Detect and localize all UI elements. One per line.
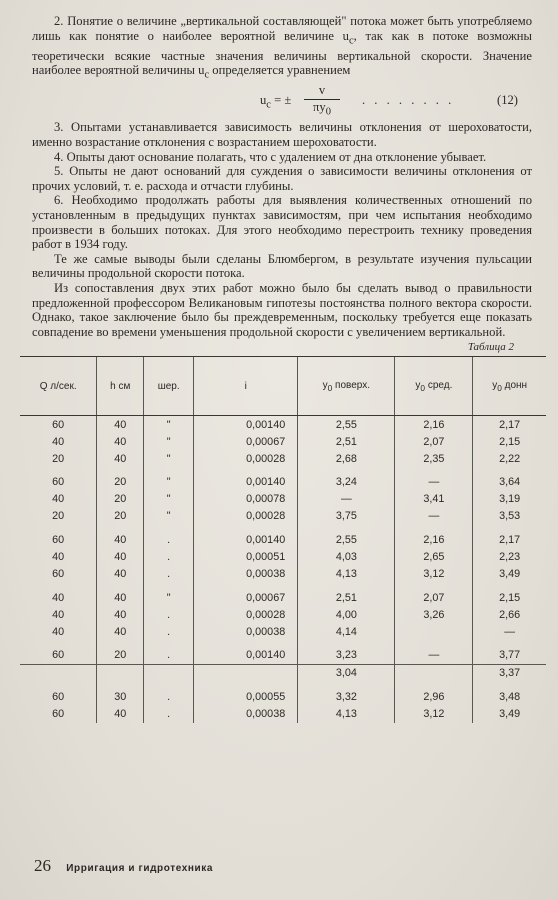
cell-col-q: 60 (52, 418, 65, 431)
cell-col-slope: 0,00067 (194, 433, 298, 450)
cell-col-y0-bottom: 3,49 (473, 565, 546, 582)
cell-col-slope (194, 664, 298, 681)
table-body (20, 416, 546, 723)
table-row (20, 491, 546, 508)
cell-col-y0-surface: 4,03 (298, 549, 395, 566)
cell-col-h: 40 (97, 582, 144, 606)
cell-col-y0-mid: 2,65 (395, 549, 473, 566)
cell-col-y0-mid: 3,41 (395, 491, 473, 508)
cell-col-roughness: . (144, 565, 194, 582)
cell-col-y0-bottom: 2,17 (473, 416, 546, 433)
cell-col-roughness: " (144, 416, 194, 433)
cell-col-q: 40 (52, 591, 65, 604)
cell-col-y0-bottom: 2,15 (473, 582, 546, 606)
cell-col-roughness: " (144, 491, 194, 508)
cell-col-roughness: " (144, 433, 194, 450)
cell-col-y0-surface: 4,00 (298, 606, 395, 623)
cell-col-roughness: " (144, 450, 194, 467)
cell-col-y0-bottom: 2,66 (473, 606, 546, 623)
cell-col-q: 60 (52, 691, 65, 704)
table-row (20, 508, 546, 525)
cell-col-slope: 0,00038 (194, 565, 298, 582)
cell-col-y0-mid: 2,96 (395, 682, 473, 706)
table-row (20, 664, 546, 681)
cell-col-y0-surface: — (298, 491, 395, 508)
cell-col-roughness: " (144, 467, 194, 491)
header-col-y0-mid: $y_0$ сред. (395, 357, 473, 416)
cell-col-h (97, 664, 144, 681)
cell-col-y0-mid: 3,12 (395, 565, 473, 582)
cell-col-y0-mid (395, 664, 473, 681)
cell-col-q: 20 (52, 452, 65, 465)
header-col-y0-bottom: $y_0$ донн (473, 357, 546, 416)
cell-col-q: 40 (52, 625, 65, 638)
cell-col-y0-mid: 2,07 (395, 433, 473, 450)
cell-col-y0-bottom: — (473, 623, 546, 640)
body-text-bottom (32, 120, 532, 339)
paragraph: 5. Опыты не дают оснований для суждения о зависимости величины отклонения от прочих условий, т. е. расхода и отчасти глубины. (32, 164, 532, 193)
cell-col-h: 20 (97, 508, 144, 525)
cell-col-y0-surface: 4,14 (298, 623, 395, 640)
cell-col-h: 20 (97, 491, 144, 508)
cell-col-y0-mid: 3,12 (395, 706, 473, 723)
cell-col-h: 20 (97, 640, 144, 664)
cell-col-y0-bottom: 3,37 (473, 664, 546, 681)
page-footer (34, 856, 213, 876)
cell-col-slope: 0,00140 (194, 416, 298, 433)
cell-col-h: 40 (97, 450, 144, 467)
cell-col-y0-bottom: 3,48 (473, 682, 546, 706)
cell-col-roughness: . (144, 525, 194, 549)
cell-col-y0-bottom: 2,23 (473, 549, 546, 566)
cell-col-y0-surface: 2,51 (298, 433, 395, 450)
table-row (20, 640, 546, 664)
cell-col-roughness (144, 664, 194, 681)
cell-col-y0-mid: — (395, 640, 473, 664)
cell-col-y0-bottom: 3,19 (473, 491, 546, 508)
cell-col-slope: 0,00140 (194, 640, 298, 664)
body-text-top (32, 14, 532, 83)
paragraph-2: 2. Понятие о величине „вертикальной составляющей" потока может быть употребляемо лишь как понятие о наиболее вероятной величине $u_c$, так как в потоке возможны теоретически всякие частные значения величины вертикальной скорости. Значение наиболее вероятной величины $u_c$ определяется уравнением (32, 14, 532, 81)
paragraph: 6. Необходимо продолжать работы для выявления количественных отношений по установленным в предыдущих пунктах зависимостям, при чем испытания необходимо произвести в больших потоках. Для этого необходимо перестроить технику проведения работ в 1934 году. (32, 193, 532, 252)
cell-col-y0-mid: 2,16 (395, 416, 473, 433)
cell-col-roughness: " (144, 582, 194, 606)
cell-col-y0-mid: 2,07 (395, 582, 473, 606)
cell-col-y0-mid: 2,35 (395, 450, 473, 467)
cell-col-slope: 0,00078 (194, 491, 298, 508)
cell-col-q: 40 (52, 435, 65, 448)
data-table (20, 356, 546, 722)
cell-col-y0-bottom: 3,49 (473, 706, 546, 723)
cell-col-h: 20 (97, 467, 144, 491)
cell-col-y0-bottom: 3,53 (473, 508, 546, 525)
cell-col-h: 40 (97, 416, 144, 433)
cell-col-slope: 0,00028 (194, 450, 298, 467)
equation-fraction (304, 84, 340, 119)
page-number: 26 (34, 856, 51, 875)
equation-numerator: v (318, 83, 326, 98)
table-header-row (20, 357, 546, 416)
cell-col-slope: 0,00067 (194, 582, 298, 606)
cell-col-y0-surface: 4,13 (298, 706, 395, 723)
paragraph: Из сопоставления двух этих работ можно было бы сделать вывод о правильности предложенной профессором Великановым гипотезы постоянства полного вектора скорости. Однако, такое заключение было бы преждевременным, поскольку требуется еще показать совпадение во времени уменьшения продольной скорости с увеличением вертикальной. (32, 280, 532, 339)
cell-col-y0-bottom: 2,22 (473, 450, 546, 467)
journal-title: Ирригация и гидротехника (66, 863, 214, 874)
cell-col-q: 20 (52, 510, 65, 523)
cell-col-q: 60 (52, 649, 65, 662)
header-col-slope: i (194, 357, 298, 416)
table-row (20, 416, 546, 433)
cell-col-y0-bottom: 3,64 (473, 467, 546, 491)
cell-col-roughness: . (144, 623, 194, 640)
cell-col-h: 40 (97, 525, 144, 549)
cell-col-q: 60 (52, 708, 65, 721)
cell-col-y0-surface: 2,55 (298, 525, 395, 549)
cell-col-h: 30 (97, 682, 144, 706)
cell-col-y0-surface: 2,55 (298, 416, 395, 433)
equation-lhs: $u_c$ = ± (260, 93, 292, 111)
cell-col-h: 40 (97, 565, 144, 582)
cell-col-y0-mid: — (395, 467, 473, 491)
cell-col-roughness: . (144, 549, 194, 566)
cell-col-h: 40 (97, 706, 144, 723)
table-row (20, 549, 546, 566)
cell-col-y0-surface: 3,04 (298, 664, 395, 681)
cell-col-y0-mid (395, 623, 473, 640)
cell-col-y0-mid: — (395, 508, 473, 525)
paragraph: 3. Опытами устанавливается зависимость величины отклонения от шероховатости, именно возрастание отклонения с возрастанием шероховатости. (32, 120, 532, 149)
cell-col-slope: 0,00028 (194, 606, 298, 623)
cell-col-y0-mid: 3,26 (395, 606, 473, 623)
cell-col-roughness: . (144, 682, 194, 706)
table-row (20, 606, 546, 623)
cell-col-y0-bottom: 2,15 (473, 433, 546, 450)
cell-col-slope: 0,00038 (194, 623, 298, 640)
cell-col-y0-surface: 2,68 (298, 450, 395, 467)
cell-col-q: 60 (52, 476, 65, 489)
equation-denominator: $\pi y_0$ (313, 100, 331, 118)
cell-col-h: 40 (97, 549, 144, 566)
cell-col-q: 60 (52, 567, 65, 580)
cell-col-slope: 0,00028 (194, 508, 298, 525)
cell-col-q: 40 (52, 550, 65, 563)
cell-col-slope: 0,00051 (194, 549, 298, 566)
cell-col-y0-surface: 3,75 (298, 508, 395, 525)
cell-col-roughness: " (144, 508, 194, 525)
header-col-y0-surface: $y_0$ поверх. (298, 357, 395, 416)
table-row (20, 565, 546, 582)
header-col-q: Q л/сек. (20, 357, 97, 416)
table-row (20, 623, 546, 640)
cell-col-y0-surface: 3,32 (298, 682, 395, 706)
header-col-h: h см (97, 357, 144, 416)
paragraph: 4. Опыты дают основание полагать, что с удалением от дна отклонение убывает. (54, 149, 487, 164)
table-row (20, 433, 546, 450)
paragraph: Те же самые выводы были сделаны Блюмбергом, в результате изучения пульсации величины продольной скорости потока. (32, 251, 532, 281)
cell-col-roughness: . (144, 706, 194, 723)
table-caption: Таблица 2 (467, 341, 514, 354)
cell-col-y0-mid: 2,16 (395, 525, 473, 549)
equation-number: (12) (497, 93, 518, 108)
cell-col-q: 60 (52, 534, 65, 547)
header-col-roughness: шер. (144, 357, 194, 416)
cell-col-y0-bottom: 3,77 (473, 640, 546, 664)
cell-col-slope: 0,00140 (194, 467, 298, 491)
equation-leader-dots: . . . . . . . . (362, 93, 455, 108)
table-row (20, 706, 546, 723)
table-row (20, 467, 546, 491)
table-row (20, 682, 546, 706)
cell-col-q: 40 (52, 493, 65, 506)
cell-col-q: 40 (52, 608, 65, 621)
cell-col-slope: 0,00055 (194, 682, 298, 706)
cell-col-q (20, 664, 97, 681)
cell-col-y0-surface: 3,24 (298, 467, 395, 491)
cell-col-y0-surface: 4,13 (298, 565, 395, 582)
cell-col-roughness: . (144, 606, 194, 623)
cell-col-h: 40 (97, 606, 144, 623)
cell-col-slope: 0,00038 (194, 706, 298, 723)
cell-col-y0-surface: 3,23 (298, 640, 395, 664)
table-row (20, 525, 546, 549)
cell-col-y0-surface: 2,51 (298, 582, 395, 606)
cell-col-h: 40 (97, 433, 144, 450)
cell-col-h: 40 (97, 623, 144, 640)
cell-col-y0-bottom: 2,17 (473, 525, 546, 549)
table-row (20, 450, 546, 467)
equation-12 (32, 84, 532, 118)
cell-col-roughness: . (144, 640, 194, 664)
cell-col-slope: 0,00140 (194, 525, 298, 549)
table-row (20, 582, 546, 606)
